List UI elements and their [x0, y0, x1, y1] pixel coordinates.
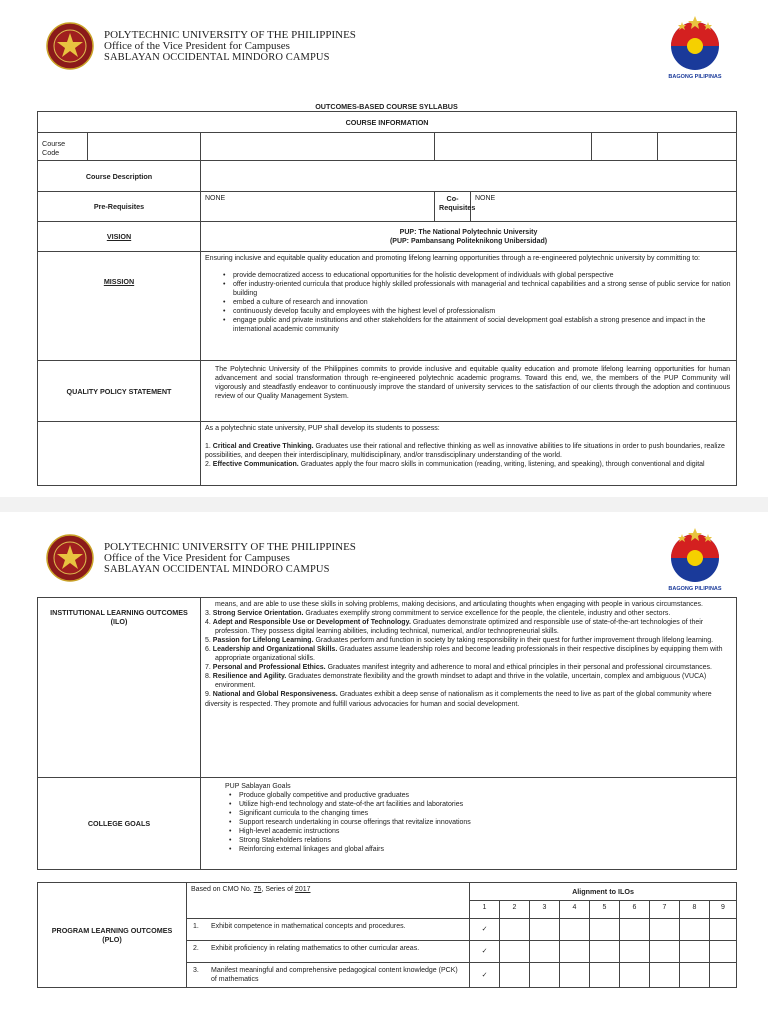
ilo-item-title: Effective Communication. [212, 461, 299, 468]
ilo-item-title: Resilience and Agility. [212, 673, 287, 680]
bagong-pilipinas-text: BAGONG PILIPINAS [668, 74, 722, 80]
alignment-check-cell[interactable] [710, 963, 737, 988]
ilo-column-header: 8 [680, 901, 710, 919]
ilo-column-header: 2 [500, 901, 530, 919]
ilo-item-text: Graduates perform and function in society by taking responsibility in their quest for further improvement through lifelong learning. [313, 637, 714, 644]
plo-statement: Manifest meaningful and comprehensive pedagogical content knowledge (PCK) of mathematics [211, 967, 458, 983]
vision-text [201, 222, 737, 252]
ilo-item-number: 8. [205, 673, 211, 680]
college-goals [201, 778, 737, 870]
ilo-item-title: Adept and Responsible Use or Development of Technology. [212, 619, 411, 626]
cmo-mid: , Series of [261, 886, 293, 893]
ilo-item-number: 6. [205, 646, 211, 653]
quality-policy-text: The Polytechnic University of the Philippines commits to provide inclusive and equitable quality education and promote lifelong learning opportunities for human advancement and social transformation through re-engineered polytechnic academic programs. Toward this end, we, the members of the PUP Community will vigorously and steadfastly endeavor to continuously improve the standard of university services to the satisfaction of our clients through the adoption and continuous review of our Quality Management System. [201, 361, 737, 422]
course-code-label: Course Code [38, 133, 88, 161]
ilo-list [201, 598, 737, 778]
ilo-item-4 [205, 618, 730, 636]
office-name: Office of the Vice President for Campuses [104, 552, 290, 564]
course-info-cell[interactable] [658, 133, 737, 161]
goals-heading: PUP Sablayan Goals [225, 783, 291, 790]
alignment-check-cell[interactable] [680, 963, 710, 988]
university-name: POLYTECHNIC UNIVERSITY OF THE PHILIPPINES [104, 29, 356, 41]
ilo-item-title: National and Global Responsiveness. [212, 691, 338, 698]
mission-intro: Ensuring inclusive and equitable quality education and promoting lifelong learning opportunities through a re-engineered polytechnic university by committing to: [205, 255, 700, 262]
alignment-check-cell[interactable] [560, 941, 590, 963]
office-name: Office of the Vice President for Campuses [104, 40, 290, 52]
syllabus-page-2 [0, 512, 768, 1024]
alignment-check-cell[interactable] [560, 963, 590, 988]
goal-item: • Support research undertaking in course offerings that revitalize innovations [239, 818, 730, 827]
goal-item: • Reinforcing external linkages and global affairs [239, 845, 730, 854]
plo-item [193, 922, 463, 931]
plo-number: 3. [193, 967, 199, 974]
corequisites-value: NONE [471, 192, 737, 222]
cmo-number: 75 [253, 886, 262, 893]
mission-item: • provide democratized access to educational opportunities for the holistic development of individuals with global perspective [233, 271, 732, 280]
course-info-cell[interactable] [435, 133, 592, 161]
quality-policy-label: QUALITY POLICY STATEMENT [38, 361, 201, 422]
campus-name: SABLAYAN OCCIDENTAL MINDORO CAMPUS [104, 52, 330, 63]
college-goals-label: COLLEGE GOALS [38, 778, 201, 870]
alignment-check-cell[interactable] [620, 941, 650, 963]
goals-list [225, 791, 730, 854]
mission-item: • engage public and private institutions and other stakeholders for the attainment of social development goal establish a strong presence and impact in the international academic community [233, 316, 732, 334]
mission-item: • offer industry-oriented curricula that produce highly skilled professionals with managerial and technical capabilities and a strong sense of public service for nation building [233, 280, 732, 298]
alignment-check-cell[interactable] [530, 941, 560, 963]
alignment-check-cell[interactable] [650, 963, 680, 988]
alignment-check-cell[interactable] [680, 941, 710, 963]
cmo-year: 2017 [294, 886, 311, 893]
alignment-check-cell[interactable]: ✓ [470, 941, 500, 963]
bagong-pilipinas-logo-icon [664, 526, 726, 592]
ilo-item-8 [205, 672, 730, 690]
ilo-item-title: Strong Service Orientation. [212, 610, 304, 617]
alignment-check-cell[interactable] [710, 941, 737, 963]
vision-line-2: (PUP: Pambansang Politeknikong Unibersidad) [389, 237, 548, 245]
ilo-column-header: 5 [590, 901, 620, 919]
ilo-item-text: Graduates exemplify strong commitment to service excellence for the people, the clientele, industry and other sectors. [303, 610, 671, 617]
ilo-item-9 [205, 690, 730, 699]
plo-statement: Exhibit proficiency in relating mathematics to other curricular areas. [211, 945, 420, 952]
ilo-label-cell [38, 422, 201, 486]
plo-text [187, 963, 470, 988]
cmo-reference [187, 883, 470, 919]
ilo-item-text: Graduates use their rational and reflective thinking as well as innovative abilities to life situations in order to push boundaries, realize possibilities, and deepen their interdisciplinary, multidisciplinary, and/or transdisciplinary understanding of the world. [205, 443, 725, 459]
course-info-cell[interactable] [592, 133, 658, 161]
plo-item [193, 944, 463, 953]
alignment-check-cell[interactable] [710, 919, 737, 941]
prerequisites-label: Pre-Requisites [38, 192, 201, 222]
university-name: POLYTECHNIC UNIVERSITY OF THE PHILIPPINES [104, 541, 356, 553]
ilo-item-number: 3. [205, 610, 211, 617]
corequisites-label: Co-Requisites [435, 192, 471, 222]
ilo-item-title: Personal and Professional Ethics. [212, 664, 326, 671]
ilo-column-header: 1 [470, 901, 500, 919]
alignment-check-cell[interactable] [680, 919, 710, 941]
mission-item: • embed a culture of research and innovation [233, 298, 732, 307]
ilo-item-5 [205, 636, 730, 645]
syllabus-title: OUTCOMES-BASED COURSE SYLLABUS [315, 102, 458, 111]
syllabus-page-1 [0, 0, 768, 497]
mission-label: MISSION [38, 252, 201, 361]
ilo-item-number: 7. [205, 664, 211, 671]
ilo-column-header: 4 [560, 901, 590, 919]
bagong-pilipinas-logo-icon [664, 14, 726, 80]
alignment-check-cell[interactable] [620, 919, 650, 941]
alignment-check-cell[interactable] [590, 919, 620, 941]
alignment-check-cell[interactable]: ✓ [470, 919, 500, 941]
goal-item: • Significant curricula to the changing times [239, 809, 730, 818]
course-info-heading: COURSE INFORMATION [38, 112, 737, 133]
alignment-check-cell[interactable] [590, 941, 620, 963]
goal-item: • Utilize high-end technology and state-of-the art facilities and laboratories [239, 800, 730, 809]
mission-text [201, 252, 737, 361]
alignment-check-cell[interactable] [560, 919, 590, 941]
course-title-value[interactable] [201, 133, 435, 161]
alignment-check-cell[interactable] [590, 963, 620, 988]
alignment-check-cell[interactable] [650, 919, 680, 941]
mission-item: • continuously develop faculty and employees with the highest level of professionalism [233, 307, 732, 316]
vision-line-1: PUP: The National Polytechnic University [399, 228, 538, 236]
ilo-continued: means, and are able to use these skills in solving problems, making decisions, and articulating thoughts when engaging with people in various circumstances. [215, 601, 703, 608]
course-description-value[interactable] [201, 161, 737, 192]
plo-item [193, 966, 463, 984]
ilo-item-text: Graduates manifest integrity and adherence to moral and ethical principles in their personal and professional circumstances. [325, 664, 712, 671]
ilo-intro: As a polytechnic state university, PUP shall develop its students to possess: [205, 425, 440, 432]
ilo-item-text: Graduates demonstrate optimized and responsible use of state-of-the-art technologies of their profession. They possess digital learning abilities, including technical, numerical, and/or technopreneurial skills. [215, 619, 704, 635]
goal-item: • Produce globally competitive and productive graduates [239, 791, 730, 800]
plo-number: 1. [193, 923, 199, 930]
ilo-item-title: Critical and Creative Thinking. [212, 443, 314, 450]
ilo-item-7 [205, 663, 730, 672]
ilo-item-2: 2. Effective Communication. Graduates apply the four macro skills in communication (reading, writing, listening, and speaking), through conventional and digital [205, 461, 705, 468]
ilo-column-header: 7 [650, 901, 680, 919]
plo-number: 2. [193, 945, 199, 952]
ilo-column-header: 3 [530, 901, 560, 919]
ilo-item-text: Graduates apply the four macro skills in communication (reading, writing, listening, and speaking), through conventional and digital [298, 461, 705, 468]
ilo-item-3 [205, 609, 730, 618]
ilo-item-number: 4. [205, 619, 211, 626]
plo-text [187, 941, 470, 963]
alignment-check-cell[interactable] [650, 941, 680, 963]
mission-list [205, 271, 732, 334]
ilo-text [201, 422, 737, 486]
bagong-pilipinas-text: BAGONG PILIPINAS [668, 586, 722, 592]
ilo-item-6 [205, 645, 730, 663]
alignment-check-cell[interactable] [620, 963, 650, 988]
ilo-item-number: 5. [205, 637, 211, 644]
plo-table [37, 882, 737, 988]
vision-label: VISION [38, 222, 201, 252]
ilo-item-text: Graduates exhibit a deep sense of nationalism as it complements the need to live as part of the global community where [337, 691, 712, 698]
pup-seal-icon [46, 22, 94, 70]
alignment-check-cell[interactable] [500, 941, 530, 963]
ilo-tail: diversity is respected. They promote and fulfill various advocacies for human and social development. [205, 701, 520, 708]
plo-label: PROGRAM LEARNING OUTCOMES (PLO) [38, 883, 187, 988]
course-info-table [37, 111, 737, 486]
ilo-item-title: Passion for Lifelong Learning. [212, 637, 314, 644]
plo-statement: Exhibit competence in mathematical concepts and procedures. [211, 923, 406, 930]
alignment-check-cell[interactable]: ✓ [470, 963, 500, 988]
campus-name: SABLAYAN OCCIDENTAL MINDORO CAMPUS [104, 564, 330, 575]
letterhead [0, 512, 768, 592]
course-code-value[interactable] [88, 133, 201, 161]
ilo-item-text: Graduates demonstrate flexibility and the growth mindset to adapt and thrive in the volatile, uncertain, complex and ambiguous (VUCA) environment. [215, 673, 707, 689]
cmo-prefix: Based on CMO No. [191, 886, 252, 893]
goal-item: • High-level academic instructions [239, 827, 730, 836]
ilo-items [205, 609, 730, 699]
ilo-label: INSTITUTIONAL LEARNING OUTCOMES (ILO) [38, 598, 201, 778]
ilo-item-title: Leadership and Organizational Skills. [212, 646, 338, 653]
goal-item: • Strong Stakeholders relations [239, 836, 730, 845]
ilo-goals-table [37, 597, 737, 870]
plo-text [187, 919, 470, 941]
ilo-item-1: 1. Critical and Creative Thinking. Graduates use their rational and reflective thinking as well as innovative abilities to life situations in order to push boundaries, realize possibilities, and deepen their interdisciplinary, multidisciplinary, and/or transdisciplinary understanding of the world. [205, 443, 725, 459]
alignment-check-cell[interactable] [530, 963, 560, 988]
course-description-label: Course Description [38, 161, 201, 192]
alignment-check-cell[interactable] [500, 963, 530, 988]
pup-seal-icon [46, 534, 94, 582]
alignment-check-cell[interactable] [530, 919, 560, 941]
ilo-column-header: 6 [620, 901, 650, 919]
alignment-heading: Alignment to ILOs [470, 883, 737, 901]
ilo-item-number: 9. [205, 691, 211, 698]
prerequisites-value: NONE [201, 192, 435, 222]
alignment-check-cell[interactable] [500, 919, 530, 941]
letterhead [0, 0, 768, 80]
ilo-item-text: Graduates assume leadership roles and become leading professionals in their respective disciplines by equipping them with appropriate organizational skills. [215, 646, 723, 662]
ilo-column-header: 9 [710, 901, 737, 919]
